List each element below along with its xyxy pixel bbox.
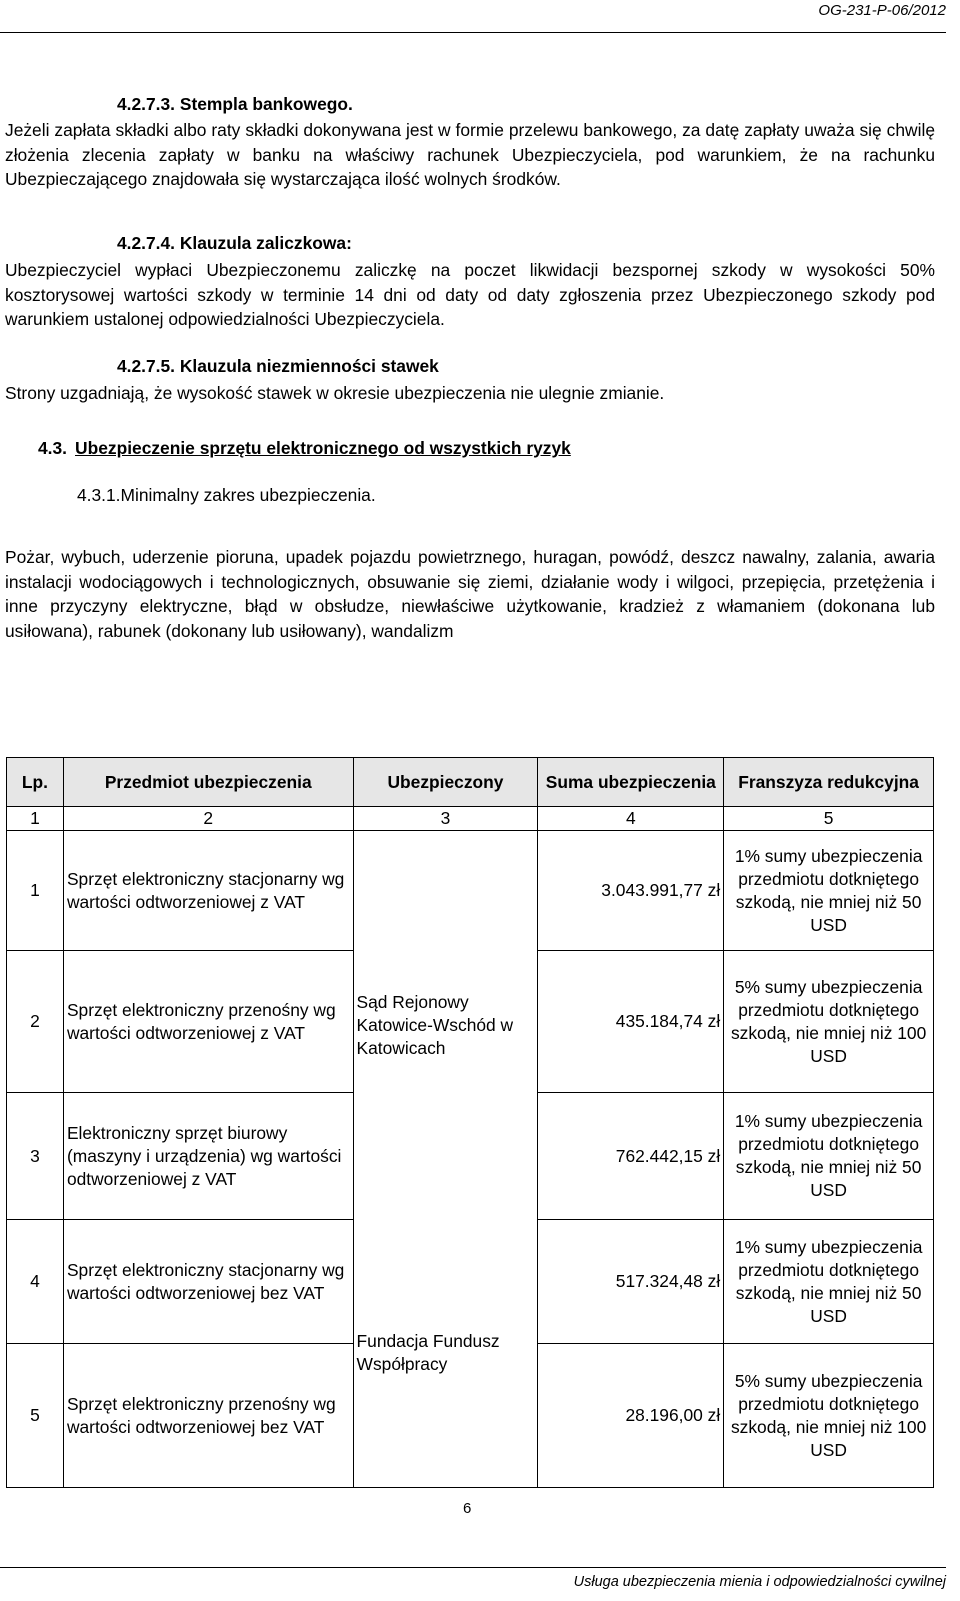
column-number: 3 [353, 807, 538, 831]
row-deductible: 5% sumy ubezpieczenia przedmiotu dotkniętego szkodą, nie mniej niż 100 USD [724, 951, 934, 1093]
row-subject: Elektroniczny sprzęt biurowy (maszyny i urządzenia) wg wartości odtworzeniowej z VAT [63, 1093, 353, 1220]
row-sum: 435.184,74 zł [538, 951, 724, 1093]
table-header-row [7, 758, 934, 807]
row-sum: 3.043.991,77 zł [538, 831, 724, 951]
row-deductible: 1% sumy ubezpieczenia przedmiotu dotkniętego szkodą, nie mniej niż 50 USD [724, 1220, 934, 1344]
section-4-3-title: Ubezpieczenie sprzętu elektronicznego od wszystkich ryzyk [75, 438, 571, 458]
row-lp: 1 [7, 831, 64, 951]
section-4-2-7-3-title: 4.2.7.3. Stempla bankowego. [117, 94, 353, 114]
section-4-2-7-3-text: Jeżeli zapłata składki albo raty składki dokonywana jest w formie przelewu bankowego, za datę zapłaty uważa się chwilę złożenia zlecenia zapłaty w banku na właściwy rachunek Ubezpieczyciela, pod warunkiem, że na rachunku Ubezpieczającego znajdowała się wystarczająca ilość wolnych środków. [5, 120, 935, 189]
header-cell: Suma ubezpieczenia [538, 758, 724, 807]
row-lp: 4 [7, 1220, 64, 1344]
coverage-table [6, 757, 934, 1488]
row-subject: Sprzęt elektroniczny stacjonarny wg wartości odtworzeniowej z VAT [63, 831, 353, 951]
row-subject: Sprzęt elektroniczny przenośny wg wartości odtworzeniowej bez VAT [63, 1344, 353, 1488]
row-sum: 28.196,00 zł [538, 1344, 724, 1488]
header-divider [0, 32, 946, 33]
column-number: 1 [7, 807, 64, 831]
row-deductible: 1% sumy ubezpieczenia przedmiotu dotkniętego szkodą, nie mniej niż 50 USD [724, 1093, 934, 1220]
row-lp: 5 [7, 1344, 64, 1488]
row-lp: 2 [7, 951, 64, 1093]
column-number: 4 [538, 807, 724, 831]
column-number: 5 [724, 807, 934, 831]
insured-group-2: Fundacja Fundusz Współpracy [353, 1220, 538, 1488]
footer-divider [0, 1567, 946, 1568]
row-deductible: 5% sumy ubezpieczenia przedmiotu dotkniętego szkodą, nie mniej niż 100 USD [724, 1344, 934, 1488]
coverage-scope-text: Pożar, wybuch, uderzenie pioruna, upadek pojazdu powietrznego, huragan, powódź, deszcz nawalny, zalania, awaria instalacji wodociągowych i technologicznych, obsuwanie się ziemi, działanie wody i wilgoci, przepięcia, przetężenia i inne przyczyny elektryczne, błąd w obsłudze, niewłaściwe użytkowanie, kradzież z włamaniem (dokonana lub usiłowana), rabunek (dokonany lub usiłowany), wandalizm [5, 547, 935, 641]
footer-text: Usługa ubezpieczenia mienia i odpowiedzialności cywilnej [573, 1574, 946, 1590]
row-deductible: 1% sumy ubezpieczenia przedmiotu dotkniętego szkodą, nie mniej niż 50 USD [724, 831, 934, 951]
row-lp: 3 [7, 1093, 64, 1220]
page-number: 6 [463, 1500, 472, 1517]
header-cell: Franszyza redukcyjna [724, 758, 934, 807]
row-subject: Sprzęt elektroniczny przenośny wg wartości odtworzeniowej z VAT [63, 951, 353, 1093]
row-subject: Sprzęt elektroniczny stacjonarny wg wartości odtworzeniowej bez VAT [63, 1220, 353, 1344]
row-sum: 517.324,48 zł [538, 1220, 724, 1344]
header-cell: Przedmiot ubezpieczenia [63, 758, 353, 807]
section-4-3-heading [38, 438, 571, 459]
section-4-2-7-4-title: 4.2.7.4. Klauzula zaliczkowa: [117, 233, 352, 253]
section-4-3-number: 4.3. [38, 438, 68, 458]
section-4-3-1-title: 4.3.1.Minimalny zakres ubezpieczenia. [77, 485, 376, 505]
table-row [7, 831, 934, 951]
section-4-2-7-4-text: Ubezpieczyciel wypłaci Ubezpieczonemu zaliczkę na poczet likwidacji bezspornej szkody w wysokości 50% kosztorysowej wartości szkody w terminie 14 dni od daty od daty zgłoszenia przez Ubezpieczonego szkody pod warunkiem ustalonej odpowiedzialności Ubezpieczyciela. [5, 260, 935, 329]
insured-group-1: Sąd Rejonowy Katowice-Wschód w Katowicach [353, 831, 538, 1220]
section-4-2-7-5-title: 4.2.7.5. Klauzula niezmienności stawek [117, 356, 439, 376]
document-id: OG-231-P-06/2012 [818, 2, 946, 19]
header-cell: Ubezpieczony [353, 758, 538, 807]
table-row [7, 1220, 934, 1344]
row-sum: 762.442,15 zł [538, 1093, 724, 1220]
column-number-row [7, 807, 934, 831]
column-number: 2 [63, 807, 353, 831]
section-4-2-7-5-text: Strony uzgadniają, że wysokość stawek w okresie ubezpieczenia nie ulegnie zmianie. [5, 383, 665, 403]
header-cell: Lp. [7, 758, 64, 807]
